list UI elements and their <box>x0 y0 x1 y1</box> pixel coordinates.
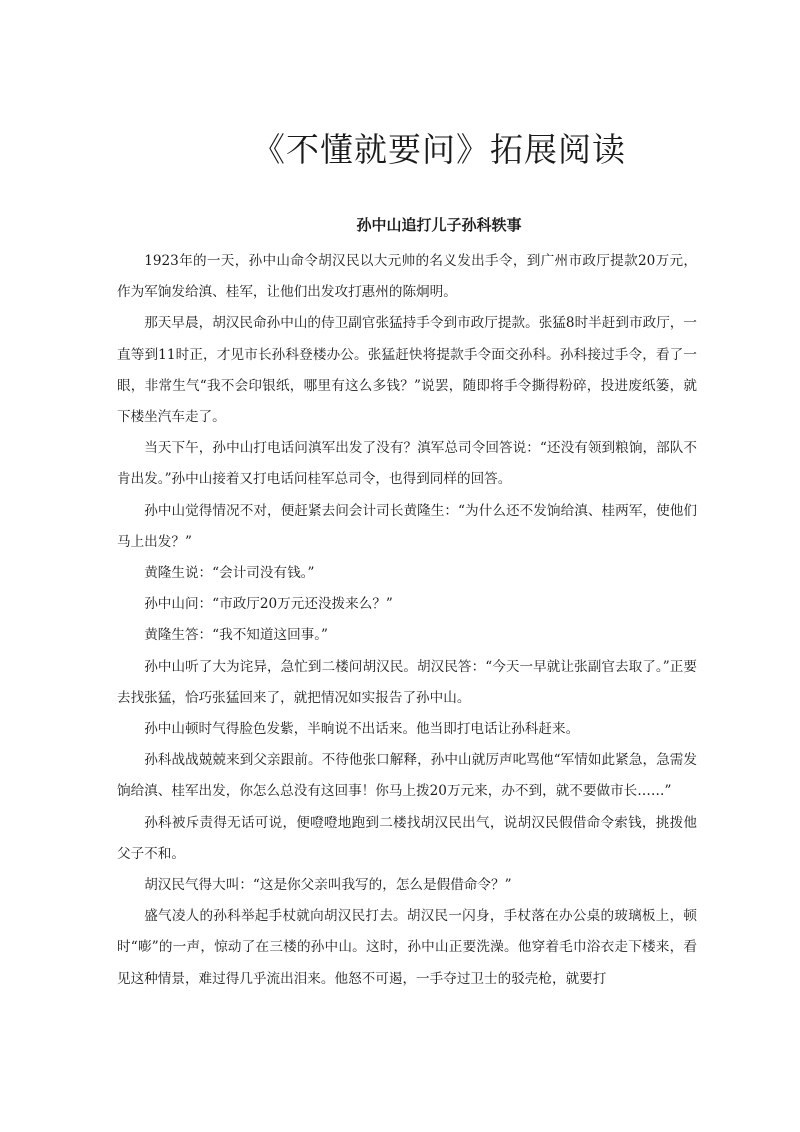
paragraph: 黄隆生答：“我不知道这回事。” <box>144 627 329 644</box>
paragraph: 孙科被斥责得无话可说，便噔噔地跑到二楼找胡汉民出气，说胡汉民假借命令索钱，挑拨他父子不和。 <box>117 814 697 862</box>
document-title: 《不懂就要问》拓展阅读 <box>252 130 626 169</box>
article-title: 孙中山追打儿子孙科轶事 <box>356 216 522 234</box>
paragraph: 盛气凌人的孙科举起手杖就向胡汉民打去。胡汉民一闪身，手杖落在办公桌的玻璃板上，顿时“嘭”的一声，惊动了在三楼的孙中山。这时，孙中山正要洗澡。他穿着毛巾浴衣走下楼来，看见这种情景，难过得几乎流出泪来。他怒不可遏，一手夺过卫士的驳壳枪，就要打 <box>117 908 697 987</box>
paragraph: 孙中山听了大为诧异，急忙到二楼问胡汉民。胡汉民答：“今天一早就让张副官去取了。”正要去找张猛，恰巧张猛回来了，就把情况如实报告了孙中山。 <box>117 658 697 706</box>
paragraph: 那天早晨，胡汉民命孙中山的侍卫副官张猛持手令到市政厅提款。张猛8时半赶到市政厅，一直等到11时正，才见市长孙科登楼办公。张猛赶快将提款手令面交孙科。孙科接过手令，看了一眼，非常生气“我不会印银纸，哪里有这么多钱？”说罢，随即将手令撕得粉碎，投进废纸篓，就下楼坐汽车走了。 <box>117 315 697 426</box>
paragraph: 1923年的一天，孙中山命令胡汉民以大元帅的名义发出手令，到广州市政厅提款20万元，作为军饷发给滇、桂军，让他们出发攻打惠州的陈炯明。 <box>117 253 697 301</box>
paragraph: 黄隆生说：“会计司没有钱。” <box>144 565 315 582</box>
paragraph: 孙中山问：“市政厅20万元还没拨来么？” <box>144 596 393 613</box>
paragraph: 孙中山顿时气得脸色发紫，半晌说不出话来。他当即打电话让孙科赶来。 <box>144 721 580 738</box>
article-body <box>117 246 697 995</box>
paragraph: 孙中山觉得情况不对，便赶紧去问会计司长黄隆生：“为什么还不发饷给滇、桂两军，使他们马上出发？” <box>117 502 697 550</box>
paragraph: 孙科战战兢兢来到父亲跟前。不待他张口解释，孙中山就厉声叱骂他“军情如此紧急，急需发饷给滇、桂军出发，你怎么总没有这回事！你马上拨20万元来，办不到，就不要做市长……” <box>117 752 697 800</box>
paragraph: 胡汉民气得大叫：“这是你父亲叫我写的，怎么是假借命令？” <box>144 877 512 894</box>
paragraph: 当天下午，孙中山打电话问滇军出发了没有？滇军总司令回答说：“还没有领到粮饷，部队不肯出发。”孙中山接着又打电话问桂军总司令，也得到同样的回答。 <box>117 440 697 488</box>
